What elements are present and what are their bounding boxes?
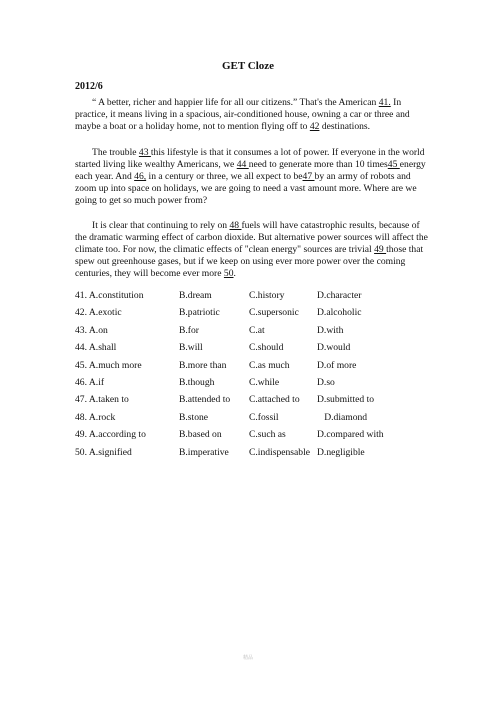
- question-option-d: D.of more: [317, 359, 357, 371]
- text-run: this lifestyle is that it consumes a lot of power. If everyone in the world started living like wealthy Americans, we: [75, 147, 425, 171]
- text-run: It is clear that continuing to rely on: [92, 220, 230, 231]
- text-run: by an army of robots and zoom up into space on holidays, we are going to need a vast amount more. Where are we going to get so much power from?: [75, 171, 417, 207]
- question-option-c: C.while: [249, 376, 280, 388]
- question-option-b: B.attended to: [179, 394, 231, 406]
- text-run: need to generate more than 10 times: [248, 159, 388, 171]
- question-option-c: C.indispensable: [249, 446, 311, 458]
- question-number: 48.: [75, 411, 87, 423]
- question-option-c: C.should: [249, 342, 284, 354]
- question-option-d: D.negligible: [317, 446, 365, 458]
- text-run: fuels will have catastrophic results, because of the dramatic warming effect of carbon dioxide. But alternative power sources will affect the climate too. For now, the climatic effects of "clean energy" sources are trivial: [75, 220, 428, 256]
- option-a-text: A.signified: [88, 446, 132, 458]
- question-row: [75, 304, 435, 321]
- text-run: in a century or three, we all expect to be: [146, 171, 303, 183]
- document-date: 2012/6: [75, 81, 103, 92]
- question-option-b: B.based on: [179, 429, 222, 441]
- passage-paragraph-2: [75, 147, 430, 207]
- question-row: [75, 287, 435, 304]
- option-a-text: A.taken to: [88, 394, 129, 406]
- question-option-b: B.imperative: [179, 446, 229, 458]
- question-row: [75, 409, 435, 426]
- text-run: In practice, it means living in a spacious, air-conditioned house, owning a car or three and maybe a boat or a holiday home, not to mention flying off to: [75, 97, 410, 133]
- question-option-d: D.so: [317, 376, 335, 388]
- question-number: 42.: [75, 307, 87, 319]
- question-option-c: C.such as: [249, 429, 286, 441]
- question-option-a: [75, 391, 129, 408]
- question-option-b: B.though: [179, 376, 215, 388]
- question-number: 50.: [75, 446, 87, 458]
- question-option-d: D.alcoholic: [317, 307, 362, 319]
- question-option-c: C.supersonic: [249, 307, 299, 319]
- question-row: [75, 339, 435, 356]
- question-option-d: D.with: [317, 324, 344, 336]
- question-option-a: [75, 409, 115, 426]
- question-number: 44.: [75, 342, 87, 354]
- text-run: The trouble: [92, 147, 139, 158]
- question-row: [75, 426, 435, 443]
- document-title: GET Cloze: [221, 60, 275, 72]
- text-run: energy each year. And: [75, 159, 426, 183]
- question-option-a: [75, 287, 144, 304]
- option-a-text: A.shall: [88, 342, 117, 354]
- page-footer-mark: 精品: [242, 656, 253, 661]
- question-number: 47.: [75, 394, 87, 406]
- question-option-a: [75, 322, 108, 339]
- question-row: [75, 322, 435, 339]
- question-option-b: B.patriotic: [179, 307, 220, 319]
- question-option-c: C.attached to: [249, 394, 300, 406]
- blank-43: 43: [138, 147, 151, 158]
- text-run: those that spew out greenhouse gases, but if we keep on using ever more power over the coming centuries, they will become ever more: [75, 244, 424, 280]
- question-number: 49.: [75, 429, 87, 441]
- option-a-text: A.according to: [88, 429, 146, 441]
- text-run: .: [233, 268, 236, 280]
- question-option-b: B.stone: [179, 411, 209, 423]
- blank-42: 42: [309, 121, 320, 133]
- blank-50: 50: [223, 268, 234, 280]
- option-a-text: A.if: [88, 376, 105, 388]
- question-option-a: [75, 304, 122, 321]
- question-option-a: [75, 357, 142, 374]
- question-number: 43.: [75, 324, 87, 336]
- question-option-d: D.character: [317, 290, 362, 301]
- blank-41: 41.: [378, 97, 391, 108]
- question-option-d: D.compared with: [317, 429, 384, 441]
- question-option-b: B.more than: [179, 359, 227, 371]
- question-option-b: B.will: [179, 342, 203, 354]
- text-run: destinations.: [319, 121, 371, 133]
- question-option-b: B.dream: [179, 290, 212, 301]
- blank-49: 49: [374, 244, 387, 256]
- option-a-text: A.constitution: [88, 290, 144, 301]
- question-row: [75, 444, 435, 461]
- question-option-c: C.fossil: [249, 411, 279, 423]
- blank-45: 45: [387, 159, 400, 171]
- blank-48: 48: [229, 220, 242, 231]
- question-number: 41.: [75, 290, 87, 301]
- text-run: “ A better, richer and happier life for all our citizens.” That's the American: [92, 97, 379, 108]
- question-option-a: [75, 426, 146, 443]
- option-a-text: A.exotic: [88, 307, 122, 319]
- option-a-text: A.on: [88, 324, 108, 336]
- passage-paragraph-3: [75, 220, 430, 280]
- question-option-d: D.diamond: [317, 411, 368, 423]
- question-option-c: C.history: [249, 290, 285, 301]
- question-row: [75, 391, 435, 408]
- passage-paragraph-1: [75, 97, 430, 133]
- question-option-a: [75, 374, 104, 391]
- question-option-d: D.would: [317, 342, 351, 354]
- question-option-a: [75, 444, 132, 461]
- option-a-text: A.rock: [88, 411, 116, 423]
- question-row: [75, 374, 435, 391]
- blank-44: 44: [236, 159, 249, 171]
- question-number: 46.: [75, 376, 87, 388]
- question-option-c: C.at: [249, 324, 265, 336]
- question-option-b: B.for: [179, 324, 199, 336]
- blank-47: 47: [302, 171, 315, 183]
- option-a-text: A.much more: [88, 359, 142, 371]
- question-row: [75, 357, 435, 374]
- blank-46: 46,: [134, 171, 147, 183]
- question-number: 45.: [75, 359, 87, 371]
- question-option-a: [75, 339, 116, 356]
- question-option-c: C.as much: [249, 359, 290, 371]
- options-list: [75, 287, 435, 461]
- question-option-d: D.submitted to: [317, 394, 375, 406]
